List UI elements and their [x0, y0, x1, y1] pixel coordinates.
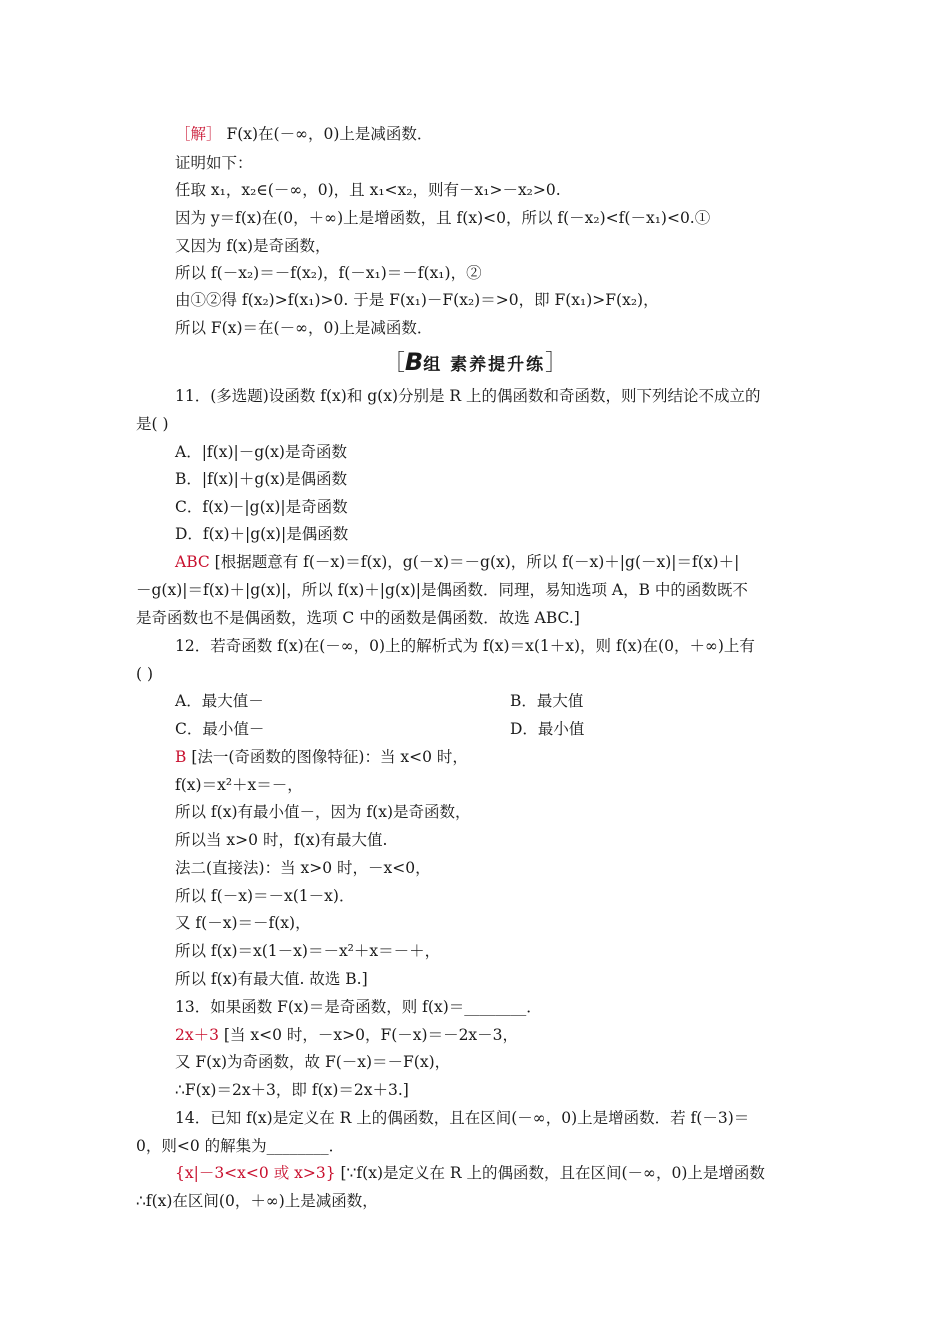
question-11-stem: 11．(多选题)设函数 f(x)和 g(x)分别是 R 上的偶函数和奇函数，则下列结论不成立的 [175, 387, 761, 405]
option-b: B．最大值 [510, 692, 584, 710]
explanation-line: 又 f(－x)＝－f(x)， [175, 914, 311, 932]
explanation-line: 所以当 x>0 时，f(x)有最大值. [175, 831, 388, 849]
question-11-stem: 是( ) [136, 415, 169, 433]
solution-line: 由①②得 f(x₂)>f(x₁)>0. 于是 F(x₁)－F(x₂)＝>0，即 F(x₁)>F(x₂)， [175, 291, 659, 309]
solution-tag: ［解］ [175, 125, 222, 143]
question-13-stem: 13．如果函数 F(x)＝是奇函数，则 f(x)＝________． [175, 998, 542, 1016]
option-d: D．最小值 [510, 720, 585, 738]
explanation-line: ∴f(x)在区间(0，＋∞)上是减函数， [136, 1192, 378, 1210]
explanation-line: 又 F(x)为奇函数，故 F(－x)＝－F(x)， [175, 1053, 451, 1071]
section-heading [0, 349, 950, 378]
option-a: A．|f(x)|－g(x)是奇函数 [175, 443, 347, 461]
explanation-line: 法二(直接法)：当 x>0 时，－x<0， [175, 859, 431, 877]
explanation-line: 是奇函数也不是偶函数，选项 C 中的函数是偶函数．故选 ABC.] [136, 609, 580, 627]
question-12-stem: ( ) [136, 665, 154, 683]
answer-line: 2x＋3 [当 x<0 时，－x>0，F(－x)＝－2x－3， [175, 1026, 519, 1044]
option-d: D．f(x)＋|g(x)|是偶函数 [175, 525, 349, 543]
answer-line: {x|－3<x<0 或 x>3} [∵f(x)是定义在 R 上的偶函数，且在区间(－∞，0)上是增函数 [175, 1164, 765, 1182]
option-c: C．最小值－ [175, 720, 265, 738]
explanation-line: f(x)＝x²＋x＝－， [175, 776, 303, 794]
option-b: B．|f(x)|＋g(x)是偶函数 [175, 470, 348, 488]
explanation-line: 所以 f(－x)＝－x(1－x)． [175, 887, 355, 905]
section-bracket-open: ［ [382, 351, 405, 376]
solution-line: 任取 x₁，x₂∈(－∞，0)，且 x₁<x₂，则有－x₁>－x₂>0. [175, 181, 561, 199]
solution-line: 证明如下： [175, 154, 253, 172]
explanation-line: 所以 f(x)＝x(1－x)＝－x²＋x＝－＋， [175, 942, 441, 960]
solution-line: ［解］ F(x)在(－∞，0)上是减函数． [175, 125, 433, 143]
answer-key: B [175, 748, 187, 766]
explanation-line: 所以 f(x)有最大值. 故选 B.] [175, 970, 368, 988]
answer-key: 2x＋3 [175, 1026, 219, 1044]
answer-key: ABC [175, 553, 210, 571]
option-c: C．f(x)－|g(x)|是奇函数 [175, 498, 348, 516]
solution-line: 又因为 f(x)是奇函数， [175, 237, 331, 255]
solution-line: 因为 y＝f(x)在(0，＋∞)上是增函数，且 f(x)<0，所以 f(－x₂)<f(－x₁)<0.① [175, 209, 711, 227]
explanation-line: －g(x)|＝f(x)＋|g(x)|，所以 f(x)＋|g(x)|是偶函数．同理，易知选项 A，B 中的函数既不 [136, 581, 748, 599]
option-a: A．最大值－ [175, 692, 264, 710]
section-title: 组 素养提升练 [423, 355, 546, 375]
answer-line: ABC [根据题意有 f(－x)＝f(x)，g(－x)＝－g(x)，所以 f(－x)＋|g(－x)|＝f(x)＋| [175, 553, 740, 571]
question-12-stem: 12．若奇函数 f(x)在(－∞，0)上的解析式为 f(x)＝x(1＋x)，则 f(x)在(0，＋∞)上有 [175, 637, 755, 655]
question-14-stem: 0，则<0 的解集为________． [136, 1137, 345, 1155]
explanation-line: ∴F(x)＝2x＋3，即 f(x)＝2x＋3.] [175, 1081, 409, 1099]
solution-line: 所以 f(－x₂)＝－f(x₂)，f(－x₁)＝－f(x₁)，② [175, 264, 482, 282]
question-14-stem: 14．已知 f(x)是定义在 R 上的偶函数，且在区间(－∞，0)上是增函数．若 f(－3)＝ [175, 1109, 750, 1127]
answer-line: B [法一(奇函数的图像特征)：当 x<0 时， [175, 748, 468, 766]
explanation-line: 所以 f(x)有最小值－，因为 f(x)是奇函数， [175, 803, 471, 821]
section-bracket-close: ］ [545, 351, 568, 376]
solution-line: 所以 F(x)＝在(－∞，0)上是减函数． [175, 319, 433, 337]
answer-key: {x|－3<x<0 或 x>3} [175, 1164, 336, 1182]
section-b-mark: B [404, 348, 424, 376]
